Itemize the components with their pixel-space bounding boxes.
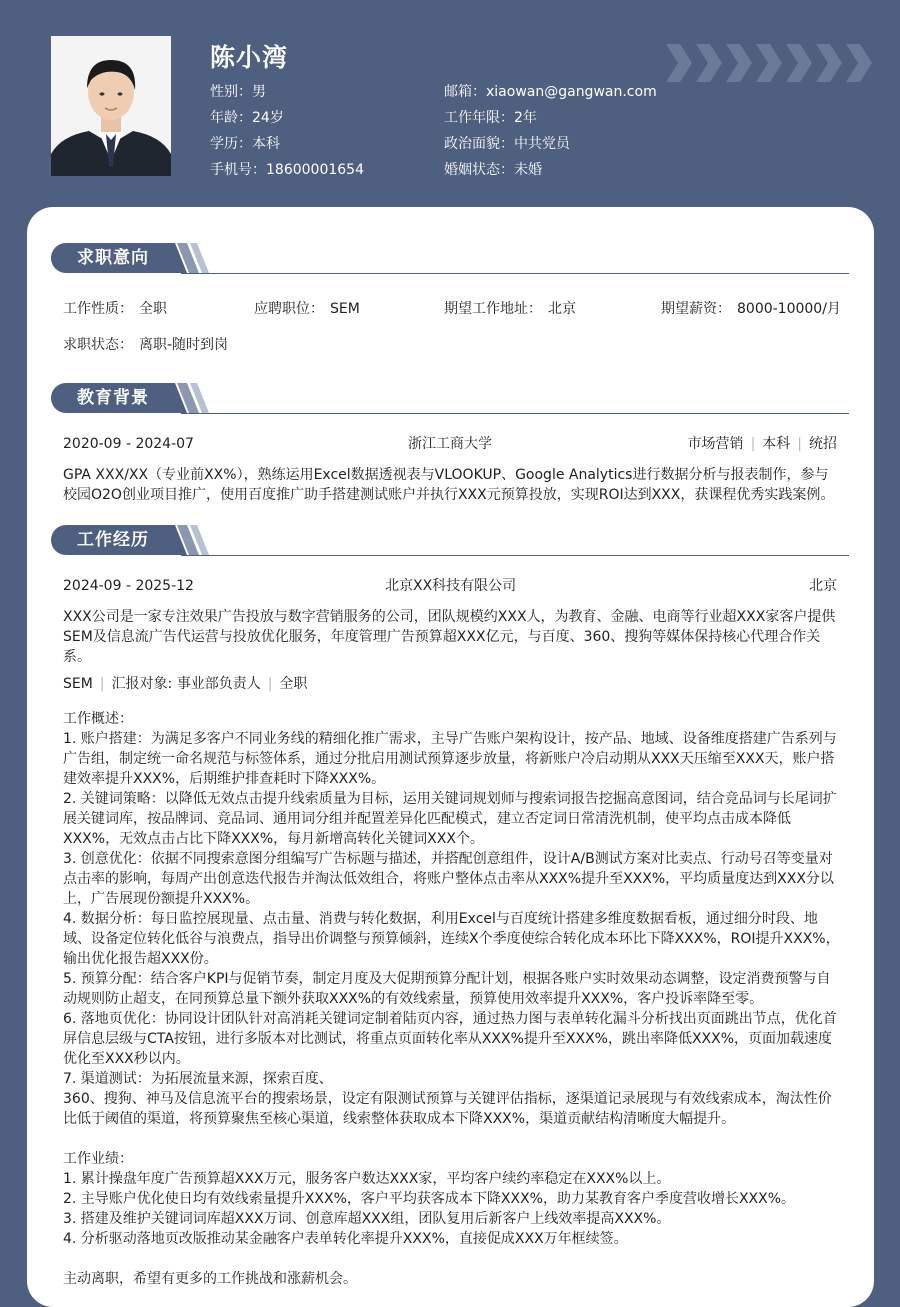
section-divider	[181, 273, 849, 274]
info-work-years: 工作年限：2年	[444, 110, 537, 126]
info-marital-status: 婚姻状态：未婚	[444, 162, 542, 178]
education-period: 2020-09 - 2024-07	[63, 436, 194, 452]
work-details: 工作概述： 1. 账户搭建：为满足多客户不同业务线的精细化推广需求，主导广告账户架构设计，按产品、地域、设备维度搭建广告系列与 广告组，制定统一命名规范与标签体系，通过分批启用测试预算逐步放量，将新账户冷启动期从XXX天压缩至XXX天，账户搭 建效率提升XXX%，后期维护排查耗时下降XXX%。 2. 关键词策略：以降低无效点击提升线索质量为目标，运用关键词规划师与搜索词报告挖掘高意图词，结合竞品词与长尾词扩 展关键词库，按品牌词、竞品词、通用词分组并配置差异化匹配模式，建立否定词日常清洗机制，使平均点击成本降低 XXX%，无效点击占比下降XXX%，每月新增高转化关键词XXX个。 3. 创意优化：依据不同搜索意图分组编写广告标题与描述，并搭配创意组件，设计A/B测试方案对比卖点、行动号召等变量对 点击率的影响，每周产出创意迭代报告并淘汰低效组合，将账户整体点击率从XXX%提升至XXX%，平均质量度达到XXX分以 上，广告展现份额提升XXX%。 4. 数据分析：每日监控展现量、点击量、消费与转化数据，利用Excel与百度统计搭建多维度数据看板，通过细分时段、地 域、设备定位转化低谷与浪费点，指导出价调整与预算倾斜，连续X个季度使综合转化成本环比下降XXX%，ROI提升XXX%， 输出优化报告超XXX份。 5. 预算分配：结合客户KPI与促销节奏，制定月度及大促期预算分配计划，根据各账户实时效果动态调整，设定消费预警与自 动规则防止超支，在同预算总量下额外获取XXX%的有效线索量，预算使用效率提升XXX%，客户投诉率降至零。 6. 落地页优化：协同设计团队针对高消耗关键词定制着陆页内容，通过热力图与表单转化漏斗分析找出页面跳出节点，优化首 屏信息层级与CTA按钮，进行多版本对比测试，将重点页面转化率从XXX%提升至XXX%，跳出率降低XXX%，页面加载速度 优化至XXX秒以内。 7. 渠道测试：为拓展流量来源，探索百度、 360、搜狗、神马及信息流平台的搜索场景，设定有限测试预算与关键评估指标，逐渠道记录展现与有效线索成本，淘汰性价 比低于阈值的渠道，将预算聚焦至核心渠道，线索整体获取成本下降XXX%，渠道贡献结构清晰度大幅提升。 工作业绩： 1. 累计操盘年度广告预算超XXX万元，服务客户数达XXX家，平均客户续约率稳定在XXX%以上。 2. 主导账户优化使日均有效线索量提升XXX%，客户平均获客成本下降XXX%，助力某教育客户季度营收增长XXX%。 3. 搭建及维护关键词词库超XXX万词、创意库超XXX组，团队复用后新客户上线效率提高XXX%。 4. 分析驱动落地页改版推动某金融客户表单转化率提升XXX%，直接促成XXX万年框续签。 主动离职，希望有更多的工作挑战和涨薪机会。	[63, 711, 840, 1287]
section-divider	[181, 413, 849, 414]
education-meta: 市场营销 | 本科 | 统招	[687, 436, 837, 452]
resume-header	[0, 0, 900, 210]
section-header-intent	[51, 243, 849, 275]
work-city: 北京	[809, 578, 837, 594]
info-education: 学历：本科	[210, 136, 280, 152]
basic-info-left	[210, 82, 364, 186]
section-header-work	[51, 525, 849, 557]
info-age: 年龄：24岁	[210, 110, 284, 126]
company-intro: XXX公司是一家专注效果广告投放与数字营销服务的公司，团队规模约XXX人，为教育、金融、电商等行业超XXX家客户提供 SEM及信息流广告代运营与投放优化服务，年度管理广告预算超XXX亿元，与百度、360、搜狗等媒体保持核心代理合作关 系。	[63, 609, 836, 665]
info-political-status: 政治面貌：中共党员	[444, 136, 570, 152]
work-period: 2024-09 - 2025-12	[63, 578, 194, 594]
candidate-name: 陈小湾	[210, 43, 289, 72]
info-phone: 手机号：18600001654	[210, 162, 364, 178]
work-meta: SEM | 汇报对象: 事业部负责人 | 全职	[63, 676, 308, 692]
job-status: 求职状态： 离职-随时到岗	[63, 337, 229, 353]
section-title: 工作经历	[77, 530, 149, 550]
education-school: 浙江工商大学	[408, 436, 492, 452]
chevron-decoration-icon	[666, 44, 870, 82]
education-description: GPA XXX/XX（专业前XX%），熟练运用Excel数据透视表与VLOOKUP、Google Analytics进行数据分析与报表制作，参与 校园O2O创业项目推广，使用百度推广助手搭建测试账户并执行XXX元预算投放，实现ROI达到XXX，获课程优秀实践案例。	[63, 467, 835, 503]
section-header-education	[51, 383, 849, 415]
section-divider	[181, 555, 849, 556]
section-title: 教育背景	[77, 388, 149, 408]
work-company: 北京XX科技有限公司	[385, 578, 517, 594]
profile-photo	[51, 36, 171, 176]
section-title: 求职意向	[77, 248, 149, 268]
info-gender: 性别：男	[210, 84, 266, 100]
info-email: 邮箱：xiaowan@gangwan.com	[444, 84, 657, 100]
job-location: 期望工作地址： 北京	[444, 301, 576, 317]
job-salary: 期望薪资： 8000-10000/月	[661, 301, 841, 317]
basic-info-right	[444, 82, 657, 186]
job-position: 应聘职位： SEM	[254, 301, 360, 317]
job-type: 工作性质： 全职	[63, 301, 167, 317]
